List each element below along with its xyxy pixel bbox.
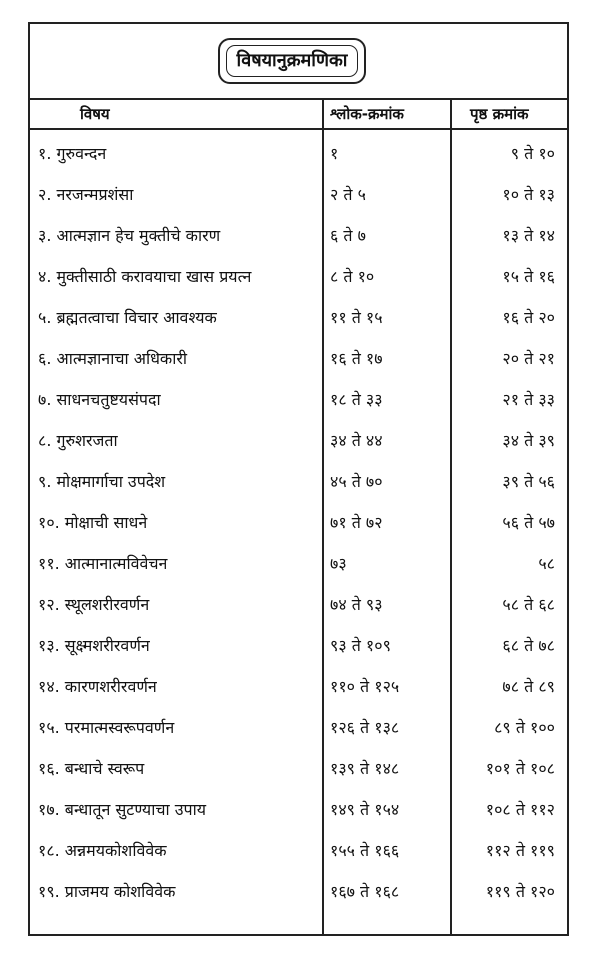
page-range-cell: १०८ ते ११२ xyxy=(485,800,555,819)
page-range-cell: १० ते १३ xyxy=(502,185,555,204)
page-range-cell: ५६ ते ५७ xyxy=(502,513,555,532)
table-row xyxy=(30,224,567,265)
subject-cell: १५. परमात्मस्वरूपवर्णन xyxy=(38,718,175,737)
table-row xyxy=(30,839,567,880)
verse-range-cell: ७३ xyxy=(330,554,347,573)
table-row xyxy=(30,552,567,593)
subject-cell: १३. सूक्ष्मशरीरवर्णन xyxy=(38,636,150,655)
page-range-cell: १५ ते १६ xyxy=(502,267,555,286)
page-range-cell: २० ते २१ xyxy=(502,349,555,368)
subject-cell: ८. गुरुशरजता xyxy=(38,431,118,450)
page-range-cell: ७८ ते ८९ xyxy=(502,677,555,696)
page-range-cell: १३ ते १४ xyxy=(502,226,555,245)
page-range-cell: ५८ ते ६८ xyxy=(502,595,555,614)
verse-range-cell: ६ ते ७ xyxy=(330,226,366,245)
table-row xyxy=(30,716,567,757)
subject-cell: ७. साधनचतुष्टयसंपदा xyxy=(38,390,161,409)
verse-range-cell: १२६ ते १३८ xyxy=(330,718,400,737)
page-range-cell: ३९ ते ५६ xyxy=(502,472,555,491)
page-range-cell: ९ ते १० xyxy=(510,144,555,163)
verse-range-cell: ४५ ते ७० xyxy=(330,472,383,491)
verse-range-cell: ८ ते १० xyxy=(330,267,375,286)
verse-range-cell: ७१ ते ७२ xyxy=(330,513,383,532)
verse-range-cell: १३९ ते १४८ xyxy=(330,759,400,778)
table-row xyxy=(30,757,567,798)
subject-cell: १२. स्थूलशरीरवर्णन xyxy=(38,595,150,614)
table-row xyxy=(30,306,567,347)
page-range-cell: ५८ xyxy=(538,554,555,573)
verse-range-cell: ११ ते १५ xyxy=(330,308,383,327)
subject-cell: १६. बन्धाचे स्वरूप xyxy=(38,759,145,778)
table-row xyxy=(30,429,567,470)
verse-range-cell: १५५ ते १६६ xyxy=(330,841,400,860)
page-range-cell: ३४ ते ३९ xyxy=(502,431,555,450)
page-range-cell: १६ ते २० xyxy=(502,308,555,327)
subject-cell: २. नरजन्मप्रशंसा xyxy=(38,185,134,204)
verse-range-cell: १८ ते ३३ xyxy=(330,390,383,409)
page-title: विषयानुक्रमणिका xyxy=(226,45,359,77)
table-row xyxy=(30,798,567,839)
subject-cell: ४. मुक्तीसाठी करावयाचा खास प्रयत्न xyxy=(38,267,252,286)
verse-range-cell: १ xyxy=(330,144,339,163)
subject-cell: १९. प्राजमय कोशविवेक xyxy=(38,882,176,901)
header-subject: विषय xyxy=(80,105,110,123)
subject-cell: १. गुरुवन्दन xyxy=(38,144,107,163)
table-row xyxy=(30,388,567,429)
table-row xyxy=(30,634,567,675)
subject-cell: ९. मोक्षमार्गाचा उपदेश xyxy=(38,472,166,491)
table-row xyxy=(30,675,567,716)
verse-range-cell: १४९ ते १५४ xyxy=(330,800,400,819)
subject-cell: १०. मोक्षाची साधने xyxy=(38,513,148,532)
subject-cell: १७. बन्धातून सुटण्याचा उपाय xyxy=(38,800,207,819)
verse-range-cell: २ ते ५ xyxy=(330,185,366,204)
subject-cell: १४. कारणशरीरवर्णन xyxy=(38,677,157,696)
table-row xyxy=(30,470,567,511)
subject-cell: ५. ब्रह्मतत्वाचा विचार आवश्यक xyxy=(38,308,217,327)
page-range-cell: ११२ ते ११९ xyxy=(485,841,555,860)
page-range-cell: १०१ ते १०८ xyxy=(485,759,555,778)
page-range-cell: ६८ ते ७८ xyxy=(502,636,555,655)
subject-cell: १८. अन्नमयकोशविवेक xyxy=(38,841,167,860)
verse-range-cell: ९३ ते १०९ xyxy=(330,636,391,655)
verse-range-cell: ११० ते १२५ xyxy=(330,677,400,696)
table-row xyxy=(30,347,567,388)
table-of-contents-frame xyxy=(28,22,569,936)
verse-range-cell: ७४ ते ९३ xyxy=(330,595,383,614)
table-row xyxy=(30,142,567,183)
subject-cell: ६. आत्मज्ञानाचा अधिकारी xyxy=(38,349,188,368)
page-range-cell: ११९ ते १२० xyxy=(485,882,555,901)
subject-cell: ११. आत्मानात्मविवेचन xyxy=(38,554,168,573)
title-box xyxy=(218,38,366,84)
subject-cell: ३. आत्मज्ञान हेच मुक्तीचे कारण xyxy=(38,226,221,245)
verse-range-cell: १६७ ते १६८ xyxy=(330,882,400,901)
page-range-cell: २१ ते ३३ xyxy=(502,390,555,409)
table-row xyxy=(30,183,567,224)
header-bottom-rule xyxy=(30,128,567,130)
table-row xyxy=(30,880,567,921)
verse-range-cell: ३४ ते ४४ xyxy=(330,431,383,450)
page-range-cell: ८९ ते १०० xyxy=(494,718,555,737)
header-page-number: पृष्ठ क्रमांक xyxy=(470,105,529,123)
table-row xyxy=(30,511,567,552)
table-row xyxy=(30,593,567,634)
header-verse-number: श्लोक-क्रमांक xyxy=(330,105,404,123)
table-row xyxy=(30,265,567,306)
verse-range-cell: १६ ते १७ xyxy=(330,349,383,368)
